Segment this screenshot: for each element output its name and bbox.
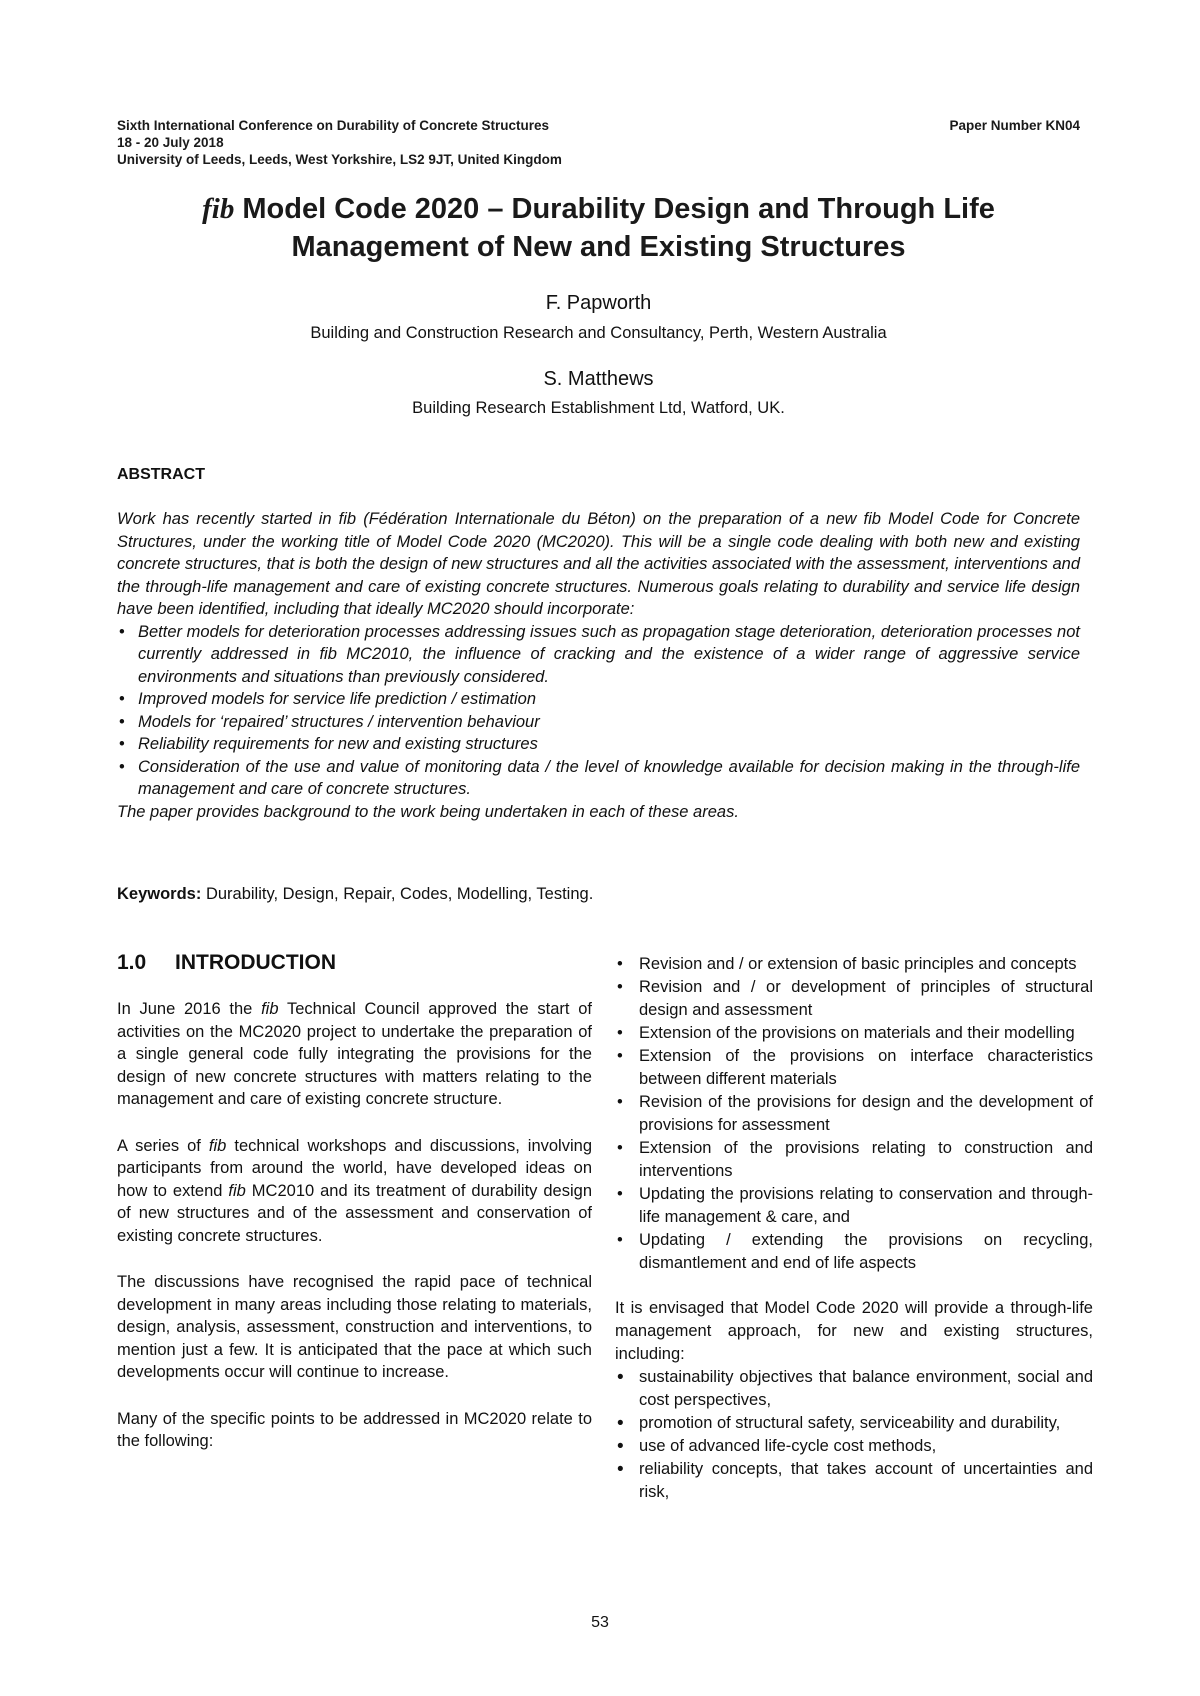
left-column	[117, 950, 592, 1477]
conference-name: Sixth International Conference on Durability of Concrete Structures	[117, 118, 550, 133]
list-item: • Extension of the provisions on interface characteristics between different materials	[615, 1045, 1093, 1091]
section-title: INTRODUCTION	[175, 951, 336, 974]
fib-italic: fib	[228, 1181, 246, 1200]
list-item: • Reliability requirements for new and existing structures	[117, 733, 1080, 756]
conference-venue: University of Leeds, Leeds, West Yorkshire, LS2 9JT, United Kingdom	[117, 152, 562, 167]
list-item: • Extension of the provisions on materials and their modelling	[615, 1022, 1093, 1045]
paragraph	[117, 998, 592, 1111]
abstract-heading: ABSTRACT	[117, 466, 205, 483]
list-item: • sustainability objectives that balance environment, social and cost perspectives,	[615, 1366, 1093, 1412]
author-affiliation: Building and Construction Research and Consultancy, Perth, Western Australia	[310, 324, 887, 342]
keywords-text: Durability, Design, Repair, Codes, Modelling, Testing.	[201, 885, 594, 903]
author-name: S. Matthews	[543, 368, 654, 390]
paragraph	[117, 1135, 592, 1248]
text-run: MC2010 and its treatment of durability design of new structures and of the assessment and conservation of existing concrete structures.	[117, 1181, 592, 1245]
text-run: Technical Council approved the start of activities on the MC2020 project to undertake the preparation of a single general code fully integrating the provisions for the design of new concrete structures with matters relating to the management and care of existing concrete structure.	[117, 1000, 592, 1108]
list-item: • Revision and / or development of principles of structural design and assessment	[615, 976, 1093, 1022]
approach-list	[615, 1366, 1093, 1504]
paragraph: It is envisaged that Model Code 2020 will provide a through-life management approach, for new and existing structures, including:	[615, 1299, 1093, 1363]
list-item: • reliability concepts, that takes account of uncertainties and risk,	[615, 1458, 1093, 1504]
title-line-1: Model Code 2020 – Durability Design and Through Life	[234, 193, 995, 225]
list-item: • Better models for deterioration processes addressing issues such as propagation stage deterioration, deterioration processes not currently addressed in fib MC2010, the influence of cracking and the existence of a wider range of aggressive service environments and situations than previously considered.	[117, 621, 1080, 689]
list-item: • Models for ‘repaired’ structures / intervention behaviour	[117, 711, 1080, 734]
paragraph: The discussions have recognised the rapid pace of technical development in many areas including those relating to materials, design, analysis, assessment, construction and interventions, to mention just a few. It is anticipated that the pace at which such developments occur will continue to increase.	[117, 1273, 592, 1381]
text-run: In June 2016 the	[117, 1000, 262, 1018]
section-number: 1.0	[117, 951, 147, 974]
mc2020-points-list	[615, 953, 1093, 1275]
paper-title	[117, 190, 1080, 266]
abstract-body	[117, 508, 1080, 823]
right-column	[615, 953, 1093, 1504]
fib-italic: fib	[261, 1000, 279, 1018]
abstract-intro: Work has recently started in fib (Fédération Internationale du Béton) on the preparation of a new fib Model Code for Concrete Structures, under the working title of Model Code 2020 (MC2020). This will be a single code dealing with both new and existing concrete structures, that is both the design of new structures and all the activities associated with the assessment, interventions and the through-life management and care of existing concrete structures. Numerous goals relating to durability and service life design have been identified, including that ideally MC2020 should incorporate:	[117, 510, 1080, 618]
list-item: • Consideration of the use and value of monitoring data / the level of knowledge available for decision making in the through-life management and care of concrete structures.	[117, 756, 1080, 801]
page-number: 53	[591, 1614, 609, 1631]
author-affiliation: Building Research Establishment Ltd, Watford, UK.	[412, 399, 785, 417]
text-run: A series of	[117, 1136, 209, 1155]
title-fib: fib	[202, 193, 235, 225]
list-item: • Revision and / or extension of basic principles and concepts	[615, 953, 1093, 976]
list-item: • use of advanced life-cycle cost methods,	[615, 1435, 1093, 1458]
paper-number: Paper Number KN04	[949, 118, 1080, 133]
title-line-2: Management of New and Existing Structures	[291, 231, 906, 263]
abstract-closing: The paper provides background to the work being undertaken in each of these areas.	[117, 802, 739, 821]
list-item: • Improved models for service life prediction / estimation	[117, 688, 1080, 711]
list-item: • Updating the provisions relating to conservation and through-life management & care, and	[615, 1183, 1093, 1229]
section-heading	[117, 950, 592, 976]
keywords	[117, 885, 593, 904]
list-item: • Revision of the provisions for design and the development of provisions for assessment	[615, 1091, 1093, 1137]
author-name: F. Papworth	[545, 292, 652, 314]
conference-header	[117, 117, 1080, 168]
list-item: • Updating / extending the provisions on recycling, dismantlement and end of life aspects	[615, 1229, 1093, 1275]
text-run: technical workshops and discussions, involving participants from around the world, have developed ideas on how to extend	[117, 1136, 592, 1200]
abstract-goals-list	[117, 621, 1080, 801]
paragraph: Many of the specific points to be addressed in MC2020 relate to the following:	[117, 1409, 592, 1450]
fib-italic: fib	[208, 1136, 227, 1155]
list-item: • Extension of the provisions relating to construction and interventions	[615, 1137, 1093, 1183]
conference-dates: 18 - 20 July 2018	[117, 135, 224, 150]
keywords-label: Keywords:	[117, 885, 202, 903]
list-item: • promotion of structural safety, serviceability and durability,	[615, 1412, 1093, 1435]
